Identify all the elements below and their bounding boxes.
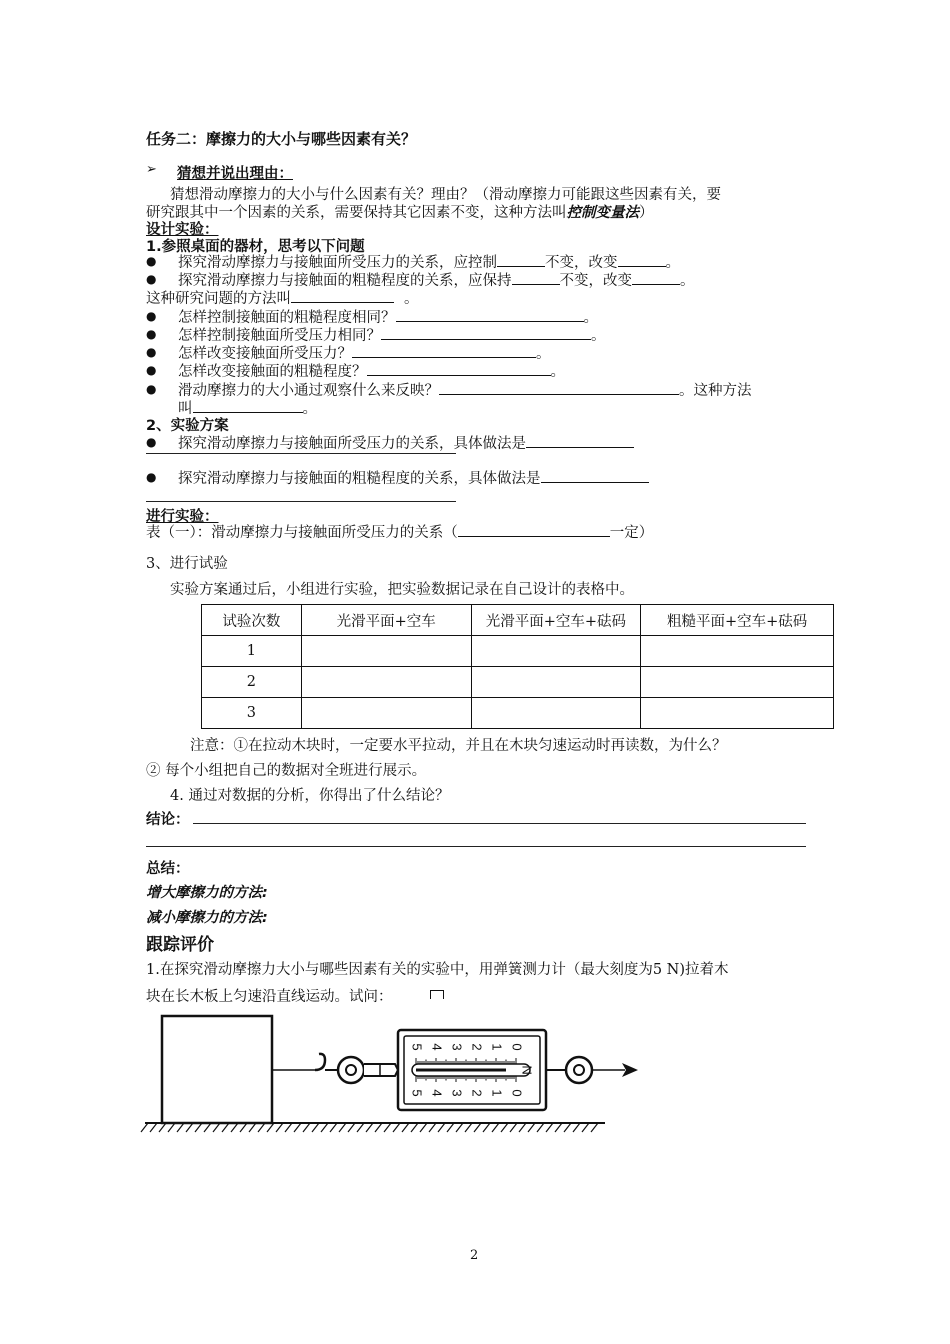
hatch-mark [240, 1123, 247, 1132]
guess-line2 [146, 201, 654, 222]
q1-text-c: 。 [665, 255, 680, 271]
conduct-heading: 进行实验： [146, 509, 219, 525]
scale-number: 3 [449, 1043, 465, 1051]
bullet-icon: ● [146, 363, 157, 377]
summary-heading: 总结： [146, 861, 190, 877]
scale-number: 4 [429, 1089, 445, 1097]
hatch-mark [519, 1123, 526, 1132]
hatch-mark [159, 1123, 166, 1132]
q1-text-a: 探究滑动摩擦力与接触面所受压力的关系，应控制 [178, 255, 497, 271]
q7-text: 滑动摩擦力的大小通过观察什么来反映？ [178, 383, 439, 399]
table-row [202, 636, 834, 667]
table-row [202, 698, 834, 729]
q3-text: 怎样控制接触面的粗糙程度相同？ [178, 310, 396, 326]
table-cell[interactable] [641, 698, 834, 729]
plan1-blank[interactable] [526, 433, 634, 448]
table-cell[interactable] [301, 667, 471, 698]
hatch-mark [141, 1123, 148, 1132]
caption-blank[interactable] [458, 522, 610, 537]
q5-blank[interactable] [352, 343, 536, 358]
q1-blank-2[interactable] [618, 252, 666, 267]
scale-number: 5 [409, 1043, 425, 1051]
q7-end: 。这种方法 [679, 383, 752, 399]
q5-dot: 。 [536, 346, 551, 362]
hatch-mark [384, 1123, 391, 1132]
q7-blank-2[interactable] [193, 398, 303, 413]
scale-number: 0 [509, 1043, 525, 1051]
hatch-mark [186, 1123, 193, 1132]
hatch-mark [546, 1123, 553, 1132]
hatch-mark [528, 1123, 535, 1132]
wooden-block [162, 1016, 272, 1123]
bullet-icon: ● [146, 254, 157, 268]
table-cell[interactable] [471, 698, 641, 729]
plan-1 [178, 432, 634, 453]
hatch-mark [339, 1123, 346, 1132]
header-trial: 试验次数 [202, 605, 302, 636]
q2-blank-2[interactable] [632, 270, 680, 285]
hatch-mark [303, 1123, 310, 1132]
scale-number: 4 [429, 1043, 445, 1051]
q7-blank[interactable] [439, 380, 679, 395]
hatch-mark [411, 1123, 418, 1132]
hook-icon [315, 1054, 325, 1070]
table-caption [146, 521, 653, 542]
table-cell[interactable] [301, 698, 471, 729]
table-header-row [202, 605, 834, 636]
small-bracket-mark [430, 990, 444, 999]
plan-2 [178, 467, 649, 488]
table-cell[interactable] [641, 636, 834, 667]
plan1-answer-line[interactable] [146, 453, 456, 454]
header-smooth-empty: 光滑平面+空车 [301, 605, 471, 636]
method-blank[interactable] [291, 288, 394, 303]
q6-dot: 。 [550, 364, 565, 380]
guess-line2-text: 研究跟其中一个因素的关系，需要保持其它因素不变，这种方法叫 [146, 205, 567, 221]
hatch-mark [321, 1123, 328, 1132]
hatch-mark [564, 1123, 571, 1132]
trial-number: 1 [202, 636, 302, 667]
table-cell[interactable] [471, 667, 641, 698]
hatch-mark [312, 1123, 319, 1132]
hatch-mark [465, 1123, 472, 1132]
hatch-mark [510, 1123, 517, 1132]
hatch-mark [555, 1123, 562, 1132]
q3-blank[interactable] [396, 307, 584, 322]
scale-number: 3 [449, 1089, 465, 1097]
trial-number: 2 [202, 667, 302, 698]
hatch-mark [429, 1123, 436, 1132]
hatch-mark [447, 1123, 454, 1132]
bullet-icon: ● [146, 345, 157, 359]
bullet-icon: ● [146, 382, 157, 396]
hatch-mark [483, 1123, 490, 1132]
step4: 4. 通过对数据的分析，你得出了什么结论？ [170, 788, 450, 804]
hatch-mark [591, 1123, 598, 1132]
header-smooth-weight: 光滑平面+空车+砝码 [471, 605, 641, 636]
guess-close: ） [639, 205, 654, 221]
guess-line1: 猜想滑动摩擦力的大小与什么因素有关？理由？（滑动摩擦力可能跟这些因素有关，要 [170, 187, 721, 203]
q7-line2-text: 叫 [178, 401, 193, 417]
scale-number: 2 [469, 1043, 485, 1051]
table-cell[interactable] [471, 636, 641, 667]
q4-text: 怎样控制接触面所受压力相同？ [178, 328, 381, 344]
guess-heading: 猜想并说出理由： [177, 166, 293, 182]
experiment-table [201, 604, 834, 729]
bullet-icon: ● [146, 470, 157, 484]
q2-text-b: 不变，改变 [559, 273, 632, 289]
plan2-answer-line[interactable] [146, 501, 456, 502]
tracking-heading: 跟踪评价 [146, 935, 214, 955]
hatch-mark [456, 1123, 463, 1132]
q2-blank-1[interactable] [512, 270, 560, 285]
q6-blank[interactable] [367, 361, 551, 376]
hatch-mark [204, 1123, 211, 1132]
conclusion-line-2[interactable] [146, 846, 806, 847]
trial-number: 3 [202, 698, 302, 729]
hatch-mark [285, 1123, 292, 1132]
hatch-mark [249, 1123, 256, 1132]
q3-dot: 。 [583, 310, 598, 326]
hatch-mark [222, 1123, 229, 1132]
hatch-mark [438, 1123, 445, 1132]
note-1: 注意：①在拉动木块时，一定要水平拉动，并且在木块匀速运动时再读数，为什么？ [190, 738, 727, 754]
hatch-mark [573, 1123, 580, 1132]
arrow-bullet-icon: ➢ [146, 162, 157, 177]
decrease-friction: 减小摩擦力的方法: [146, 910, 268, 926]
scale-number: 0 [509, 1089, 525, 1097]
caption-text-b: 一定） [609, 525, 654, 541]
unit-label: N [519, 1065, 535, 1075]
control-variable-method: 控制变量法 [566, 204, 639, 221]
conclusion-label: 结论： [146, 812, 190, 828]
scale-number: 1 [489, 1089, 505, 1097]
hatch-mark [501, 1123, 508, 1132]
table-row [202, 667, 834, 698]
hatch-mark [474, 1123, 481, 1132]
hatch-mark [213, 1123, 220, 1132]
hatch-mark [276, 1123, 283, 1132]
increase-friction: 增大摩擦力的方法: [146, 885, 268, 901]
design-sub2: 2、实验方案 [146, 418, 229, 434]
hatch-mark [402, 1123, 409, 1132]
page-number: 2 [470, 1248, 479, 1263]
q1-blank-1[interactable] [497, 252, 545, 267]
step3-heading: 3、进行试验 [146, 556, 228, 572]
q2-text-a: 探究滑动摩擦力与接触面的粗糙程度的关系，应保持 [178, 273, 512, 289]
task2-title: 任务二：摩擦力的大小与哪些因素有关？ [146, 130, 417, 148]
q4-blank[interactable] [381, 325, 591, 340]
hatch-mark [168, 1123, 175, 1132]
step3-text: 实验方案通过后，小组进行实验，把实验数据记录在自己设计的表格中。 [170, 582, 634, 598]
hatch-mark [177, 1123, 184, 1132]
q4-dot: 。 [591, 328, 606, 344]
tracking-q1-line2: 块在长木板上匀速沿直线运动。试问： [146, 989, 393, 1005]
scale-number: 5 [409, 1089, 425, 1097]
plan1-text: 探究滑动摩擦力与接触面所受压力的关系，具体做法是 [178, 436, 526, 452]
hatch-mark [366, 1123, 373, 1132]
hatch-mark [267, 1123, 274, 1132]
method-end: 。 [404, 291, 419, 307]
hatch-mark [537, 1123, 544, 1132]
tracking-q1-line1: 1.在探究滑动摩擦力大小与哪些因素有关的实验中，用弹簧测力计（最大刻度为5 N)拉着木 [146, 962, 729, 978]
q5-text: 怎样改变接触面所受压力？ [178, 346, 352, 362]
conclusion-line-1[interactable] [193, 823, 806, 824]
hatch-mark [150, 1123, 157, 1132]
ground-hatching [141, 1123, 598, 1132]
header-rough-weight: 粗糙平面+空车+砝码 [641, 605, 834, 636]
note-2: ② 每个小组把自己的数据对全班进行展示。 [146, 763, 427, 779]
question-6 [178, 360, 565, 381]
table-cell[interactable] [641, 667, 834, 698]
caption-text-a: 表（一）：滑动摩擦力与接触面所受压力的关系（ [146, 525, 458, 541]
hatch-mark [231, 1123, 238, 1132]
hatch-mark [294, 1123, 301, 1132]
bullet-icon: ● [146, 309, 157, 323]
hatch-mark [420, 1123, 427, 1132]
hatch-mark [582, 1123, 589, 1132]
scale-number: 1 [489, 1043, 505, 1051]
q2-text-c: 。 [680, 273, 695, 289]
bullet-icon: ● [146, 272, 157, 286]
method-question [146, 287, 419, 308]
hatch-mark [330, 1123, 337, 1132]
design-heading: 设计实验： [146, 222, 219, 238]
hatch-mark [375, 1123, 382, 1132]
method-q-text: 这种研究问题的方法叫 [146, 291, 291, 307]
q1-text-b: 不变，改变 [545, 255, 618, 271]
scale-number: 2 [469, 1089, 485, 1097]
q6-text: 怎样改变接触面的粗糙程度？ [178, 364, 367, 380]
hatch-mark [348, 1123, 355, 1132]
hatch-mark [195, 1123, 202, 1132]
table-cell[interactable] [301, 636, 471, 667]
bullet-icon: ● [146, 327, 157, 341]
design-sub1: 1.参照桌面的器材，思考以下问题 [146, 239, 365, 255]
hatch-mark [258, 1123, 265, 1132]
hatch-mark [393, 1123, 400, 1132]
bullet-icon: ● [146, 435, 157, 449]
hatch-mark [492, 1123, 499, 1132]
q7-dot: 。 [302, 401, 317, 417]
hatch-mark [357, 1123, 364, 1132]
plan2-text: 探究滑动摩擦力与接触面的粗糙程度的关系，具体做法是 [178, 471, 541, 487]
spring-balance-figure [140, 1008, 660, 1153]
plan2-blank[interactable] [541, 468, 649, 483]
